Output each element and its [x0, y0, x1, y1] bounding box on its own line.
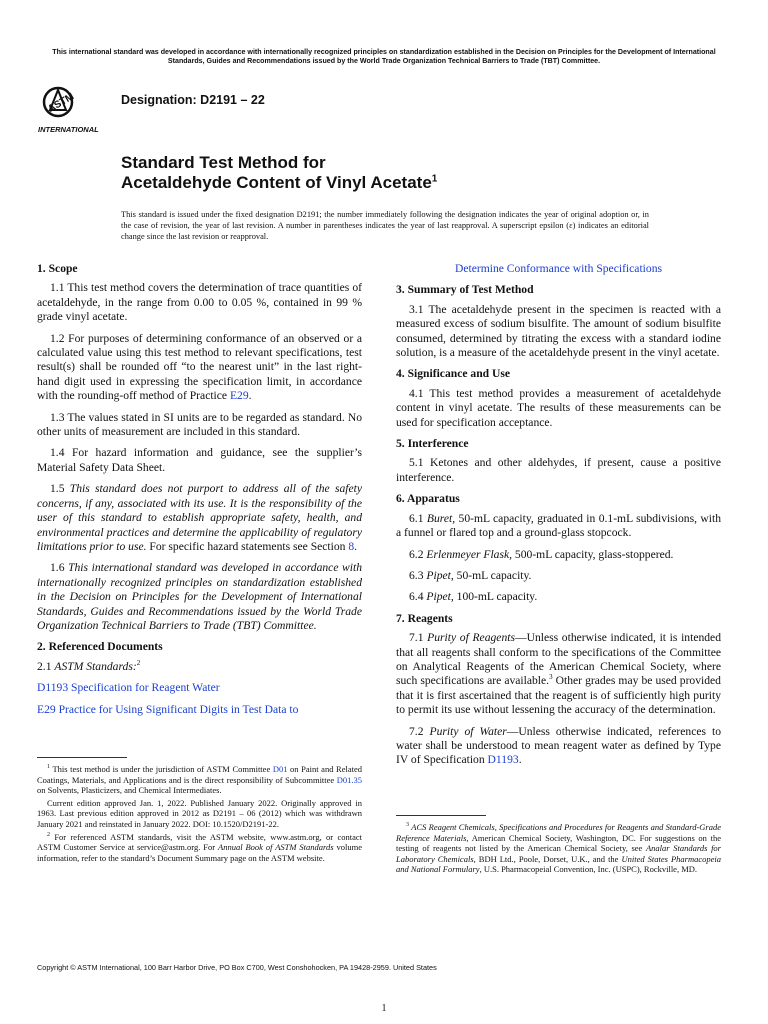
footnote-3: $^3$ ACS Reagent Chemicals, Specifications and Procedures for Reagents and Standard-Grade Reference Materials, American Chemical Society, Washington, DC. For suggestions on the testing of reagents not listed by the American Chemical Society, see Analar Standards for Laboratory Chemicals, BDH Ltd., Poole, Dorset, U.K., and the United States Pharmacopeia and National Formulary, U.S. Pharmacopeial Convention, Inc. (USPC), Rockville, MD. [396, 822, 721, 875]
para-1-5: 1.5 This standard does not purport to address all of the safety concerns, if any, associated with its use. It is the responsibility of the user of this standard to establish appropriate safety, health, and environmental practices and determine the applicability of regulatory limitations prior to use. For specific hazard statements see Section 8. [37, 482, 362, 553]
section-heading-referenced-documents: 2. Referenced Documents [37, 640, 163, 654]
title-line-2: Acetaldehyde Content of Vinyl Acetate [121, 173, 432, 192]
ref-e29-link-continued[interactable]: Determine Conformance with Specifications [454, 262, 662, 275]
para-7-1: 7.1 Purity of Reagents—Unless otherwise indicated, it is intended that all reagents shall conform to the specifications of the Committee on Analytical Reagents of the American Chemical Society, where such specifications are available.$^3$ Other grades may be used provided that it is first ascertained that the reagent is of sufficiently high purity to permit its use without lessening the accuracy of the determination. [396, 631, 721, 717]
section-heading-interference: 5. Interference [396, 437, 469, 451]
logo-text: ASTM [46, 91, 77, 115]
copyright-line: Copyright © ASTM International, 100 Barr Harbor Drive, PO Box C700, West Conshohocken, PA 19428-2959. United States [37, 963, 437, 972]
para-3-1: 3.1 The acetaldehyde present in the specimen is reacted with a measured excess of sodium bisulfite. The amount of sodium bisulfite consumed, determined by titrating the excess with a standard iodine solution, is a measure of the acetaldehyde present in the vinyl acetate. [396, 302, 721, 360]
footnotes-left [37, 764, 362, 865]
footnote-divider [37, 757, 127, 758]
para-1-6: 1.6 This international standard was developed in accordance with internationally recognized principles on standardization established in the Decision on Principles for the Development of International Standards, Guides and Recommendations issued by the World Trade Organization Technical Barriers to Trade (TBT) Committee. [37, 561, 362, 632]
title-footnote-ref: 1 [431, 173, 438, 185]
footnote-1-edition: Current edition approved Jan. 1, 2022. Published January 2022. Originally approved in 1963. Last previous edition approved in 2012 as D2191 – 06 (2012) which was withdrawn January 2021 and reinstated in January 2022. DOI: 10.1520/D2191-22. [37, 797, 362, 829]
page-number: 1 [381, 1003, 387, 1014]
link-section-8[interactable]: 8 [348, 539, 355, 553]
para-1-2: 1.2 For purposes of determining conformance of an observed or a calculated value using this test method to relevant specifications, test result(s) shall be rounded off “to the nearest unit” in the last right-hand digit used in expressing the specification limit, in accordance with the rounding-off method of Practice E29. [37, 331, 362, 403]
footnotes-right [396, 822, 721, 877]
footnote-2: $^2$ For referenced ASTM standards, visit the ASTM website, www.astm.org, or contact ASTM Customer Service at service@astm.org. For Annual Book of ASTM Standards volume information, refer to the standard’s Document Summary page on the ASTM website. [37, 831, 362, 863]
para-6-4: 6.4 Pipet, 100-mL capacity. [409, 590, 538, 604]
standard-notice: This international standard was developed in accordance with internationally recognized principles on standardization established in the Decision on Principles for the Development of International Standards, Guides and Recommendations issued by the World Trade Organization Technical Barriers to Trade (TBT) Committee. [52, 48, 716, 65]
para-6-3: 6.3 Pipet, 50-mL capacity. [409, 568, 532, 582]
link-d1193[interactable]: D1193 [487, 753, 519, 767]
section-heading-scope: 1. Scope [37, 262, 78, 275]
link-d01[interactable]: D01 [272, 764, 288, 774]
section-heading-summary: 3. Summary of Test Method [396, 283, 534, 297]
page-title [121, 153, 437, 193]
para-1-3: 1.3 The values stated in SI units are to be regarded as standard. No other units of measurement are included in this standard. [37, 410, 362, 439]
left-column [37, 262, 362, 724]
ref-d1193-link[interactable]: D1193 Specification for Reagent Water [37, 681, 220, 695]
section-heading-significance: 4. Significance and Use [396, 367, 511, 381]
footnote-1: $^1$ This test method is under the jurisdiction of ASTM Committee D01 on Paint and Related Coatings, Materials, and Applications and is the direct responsibility of Subcommittee D01.35 on Solvents, Plasticizers, and Chemical Intermediates. [37, 764, 362, 796]
link-d01-35[interactable]: D01.35 [336, 774, 362, 785]
para-2-1: 2.1 ASTM Standards:$^2$ [37, 658, 141, 673]
title-line-1: Standard Test Method for [121, 153, 326, 172]
link-e29[interactable]: E29 [229, 389, 249, 403]
para-4-1: 4.1 This test method provides a measurement of acetaldehyde content in vinyl acetate. The results of these measurements can be used for specification acceptance. [396, 386, 721, 429]
section-heading-apparatus: 6. Apparatus [396, 492, 460, 506]
right-column [396, 262, 721, 775]
para-7-2: 7.2 Purity of Water—Unless otherwise indicated, references to water shall be understood to mean reagent water as defined by Type IV of Specification D1193. [396, 724, 722, 767]
para-6-1: 6.1 Buret, 50-mL capacity, graduated in 0.1-mL subdivisions, with a funnel or flared top and a ground-glass stopcock. [396, 511, 721, 540]
section-heading-reagents: 7. Reagents [396, 611, 453, 625]
footnote-divider-right [396, 815, 486, 816]
para-1-1: 1.1 This test method covers the determination of trace quantities of acetaldehyde, in the range from 0.00 to 0.05 %, contained in 99 % grade vinyl acetate. [37, 281, 362, 324]
logo-international: INTERNATIONAL [38, 125, 99, 134]
para-6-2: 6.2 Erlenmeyer Flask, 500-mL capacity, glass-stoppered. [409, 547, 674, 561]
para-5-1: 5.1 Ketones and other aldehydes, if present, cause a positive interference. [396, 456, 721, 484]
ref-e29-link[interactable]: E29 Practice for Using Significant Digits in Test Data to [37, 702, 299, 716]
para-1-4: 1.4 For hazard information and guidance, see the supplier’s Material Safety Data Sheet. [37, 446, 362, 474]
astm-logo [36, 80, 114, 138]
issue-note: This standard is issued under the fixed designation D2191; the number immediately following the designation indicates the year of original adoption or, in the case of revision, the year of last revision. A number in parentheses indicates the year of last reapproval. A superscript epsilon (ε) indicates an editorial change since the last revision or reapproval. [121, 210, 649, 241]
designation: Designation: D2191 – 22 [121, 93, 265, 107]
